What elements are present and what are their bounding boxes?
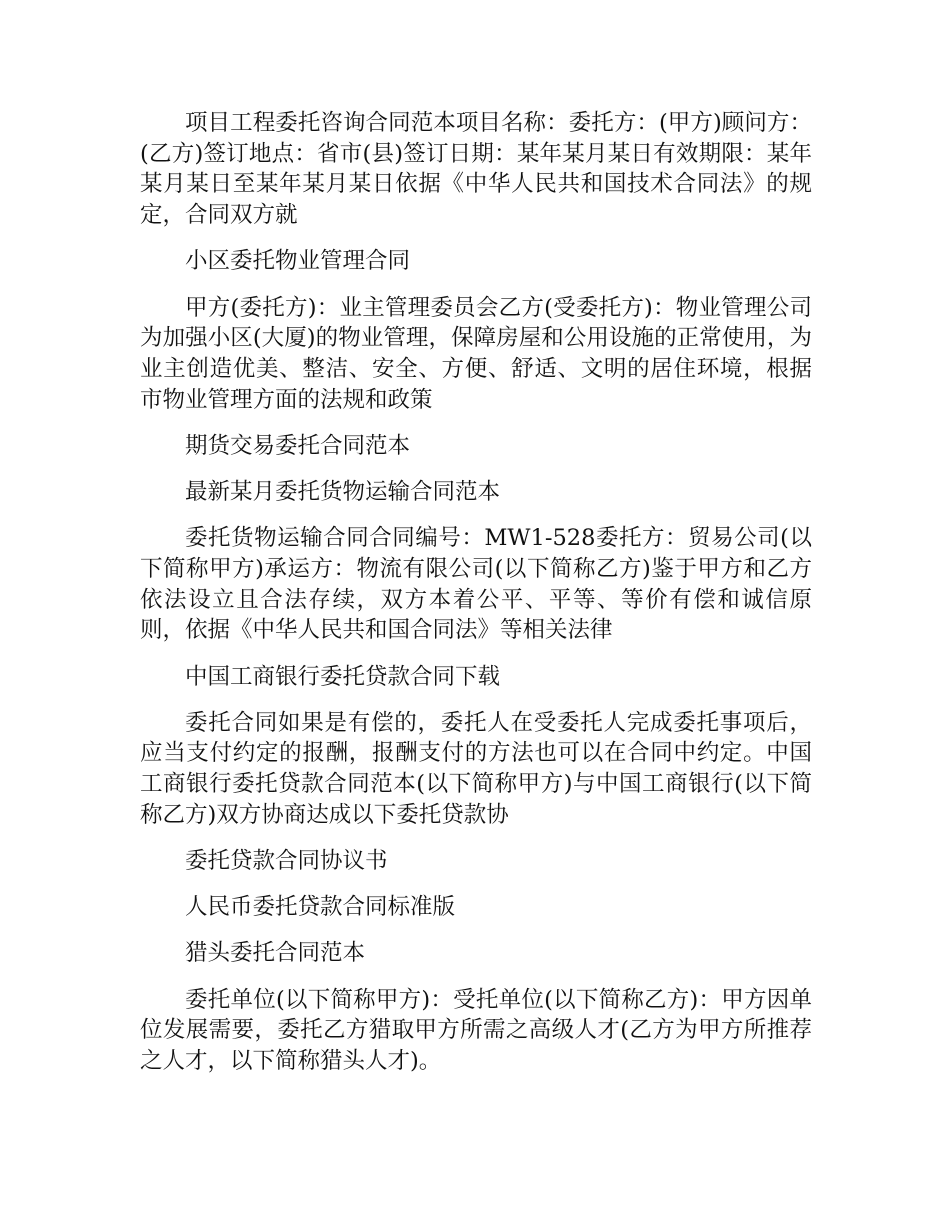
paragraph-property-management: 甲方(委托方)：业主管理委员会乙方(受委托方)：物业管理公司为加强小区(大厦)的物业管理，保障房屋和公用设施的正常使用，为业主创造优美、整洁、安全、方便、舒适、文明的居住环境，根据市物业管理方面的法规和政策 <box>140 294 812 413</box>
heading-freight-transport: 最新某月委托货物运输合同范本 <box>185 479 501 506</box>
paragraph-headhunting: 委托单位(以下简称甲方)：受托单位(以下简称乙方)：甲方因单位发展需要，委托乙方猎取甲方所需之高级人才(乙方为甲方所推荐之人才，以下简称猎头人才)。 <box>140 986 812 1075</box>
heading-futures-trading: 期货交易委托合同范本 <box>185 432 411 459</box>
paragraph-consulting-contract: 项目工程委托咨询合同范本项目名称：委托方：(甲方)顾问方：(乙方)签订地点：省市(县)签订日期：某年某月某日有效期限：某年某月某日至某年某月某日依据《中华人民共和国技术合同法》的规定，合同双方就 <box>140 110 812 229</box>
heading-icbc-loan-download: 中国工商银行委托贷款合同下载 <box>185 663 501 690</box>
paragraph-freight-transport: 委托货物运输合同合同编号：MW1-528委托方：贸易公司(以下简称甲方)承运方：物流有限公司(以下简称乙方)鉴于甲方和乙方依法设立且合法存续，双方本着公平、平等、等价有偿和诚信原则，依据《中华人民共和国合同法》等相关法律 <box>140 525 812 644</box>
heading-property-management: 小区委托物业管理合同 <box>185 248 411 275</box>
heading-loan-agreement: 委托贷款合同协议书 <box>185 848 388 875</box>
document-page <box>140 108 812 1092</box>
heading-rmb-loan-standard: 人民币委托贷款合同标准版 <box>185 894 456 921</box>
paragraph-icbc-loan: 委托合同如果是有偿的，委托人在受委托人完成委托事项后，应当支付约定的报酬，报酬支付的方法也可以在合同中约定。中国工商银行委托贷款合同范本(以下简称甲方)与中国工商银行(以下简称乙方)双方协商达成以下委托贷款协 <box>140 709 812 828</box>
heading-headhunting: 猎头委托合同范本 <box>185 940 366 967</box>
